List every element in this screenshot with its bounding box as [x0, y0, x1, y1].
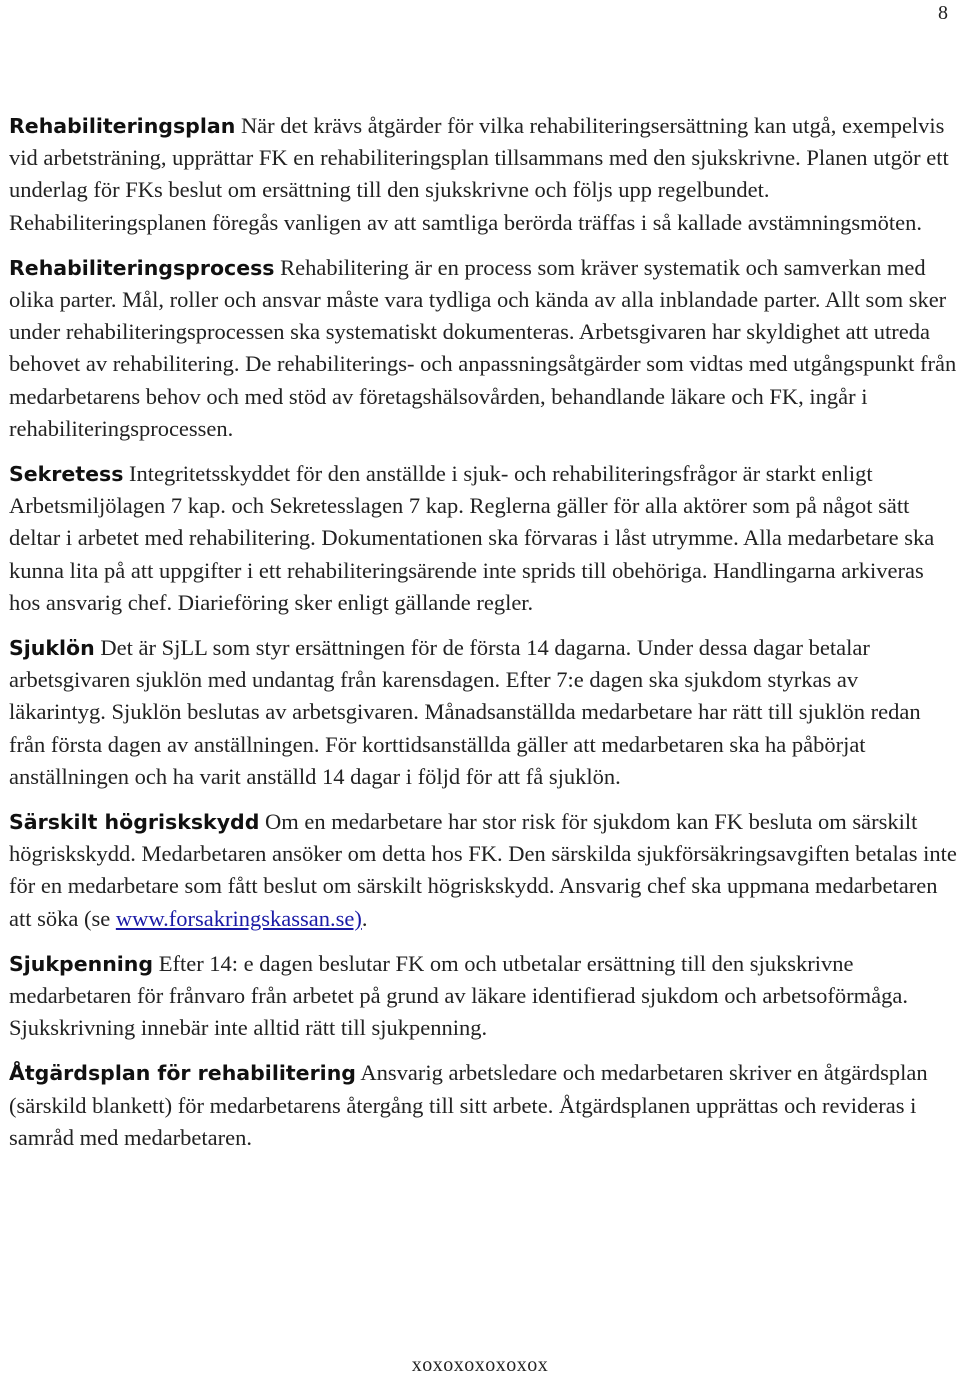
term-sarskilt-hogriskskydd: Särskilt högriskskydd [9, 810, 260, 835]
term-rehabiliteringsprocess: Rehabiliteringsprocess [9, 255, 275, 280]
glossary-body [9, 110, 957, 1154]
page-number: 8 [938, 2, 948, 24]
entry-rehabiliteringsprocess [9, 252, 957, 445]
forsakringskassan-link[interactable]: www.forsakringskassan.se) [115, 905, 362, 931]
definition-sekretess: Integritetsskyddet för den anställde i sjuk- och rehabiliteringsfrågor är starkt enligt Arbetsmiljölagen 7 kap. och Sekretesslagen 7 kap. Reglerna gäller för alla aktörer som på något sätt deltar i arbetet med rehabilitering. Dokumentationen ska förvaras i låst utrymme. Alla medarbetare ska kunna lita på att uppgifter i ett rehabiliteringsärende inte sprids till obehöriga. Handlingarna arkiveras hos ansvarig chef. Diarieföring sker enligt gällande regler. [9, 461, 935, 615]
page-footer: xoxoxoxoxoxox [411, 1354, 549, 1376]
definition-atgardsplan: Ansvarig arbetsledare och medarbetaren skriver en åtgärdsplan (särskild blankett) för medarbetarens återgång till sitt arbete. Åtgärdsplanen upprättas och revideras i samråd med medarbetaren. [9, 1060, 928, 1150]
entry-sekretess [9, 458, 957, 619]
term-sjuklon: Sjuklön [9, 636, 95, 661]
term-atgardsplan: Åtgärdsplan för rehabilitering [9, 1061, 356, 1086]
entry-sjuklon [9, 632, 957, 793]
entry-atgardsplan [9, 1057, 957, 1154]
definition-rehabiliteringsprocess: Rehabilitering är en process som kräver systematik och samverkan med olika parter. Mål, roller och ansvar måste vara tydliga och kända av alla inblandade parter. Allt som sker under rehabiliteringsprocessen ska systematiskt dokumenteras. Arbetsgivaren har skyldighet att utreda behovet av rehabilitering. De rehabiliterings- och anpassningsåtgärder som vidtas med utgångspunkt från medarbetarens behov och med stöd av företagshälsovården, behandlande läkare och FK, ingår i rehabiliteringsprocessen. [9, 254, 957, 441]
entry-sarskilt-hogriskskydd [9, 806, 957, 935]
entry-rehabiliteringsplan [9, 110, 957, 239]
definition-sjukpenning: Efter 14: e dagen beslutar FK om och utbetalar ersättning till den sjukskrivne medarbetaren för frånvaro från arbetet på grund av läkare identifierad sjukdom och arbetsoförmåga. Sjukskrivning innebär inte alltid rätt till sjukpenning. [9, 950, 908, 1041]
term-sekretess: Sekretess [9, 462, 124, 487]
term-rehabiliteringsplan: Rehabiliteringsplan [9, 114, 236, 138]
definition-sarskilt-hogriskskydd: Om en medarbetare har stor risk för sjukdom kan FK besluta om särskilt högriskskydd. Medarbetaren ansöker om detta hos FK. Den särskilda sjukförsäkringsavgiften betalas inte för en medarbetare som fått beslut om särskilt högriskskydd. Ansvarig chef ska uppmana medarbetaren att söka (se [9, 809, 957, 931]
entry-sjukpenning [9, 948, 957, 1045]
definition-sjuklon: Det är SjLL som styr ersättningen för de första 14 dagarna. Under dessa dagar betalar arbetsgivaren sjuklön med undantag från karensdagen. Efter 7:e dagen ska sjukdom styrkas av läkarintyg. Sjuklön beslutas av arbetsgivaren. Månadsanställda medarbetare har rätt till sjuklön redan från första dagen av anställningen. För korttidsanställda gäller att medarbetaren ska ha påbörjat anställningen och ha varit anställd 14 dagar i följd för att få sjuklön. [9, 635, 921, 789]
link-trailing-period: . [361, 905, 368, 931]
definition-rehabiliteringsplan: När det krävs åtgärder för vilka rehabiliteringsersättning kan utgå, exempelvis vid arbetsträning, upprättar FK en rehabiliteringsplan tillsammans med den sjukskrivne. Planen utgör ett underlag för FKs beslut om ersättning till den sjukskrivne och följs upp regelbundet. Rehabiliteringsplanen föregås vanligen av att samtliga berörda träffas i så kallade avstämningsmöten. [9, 113, 949, 235]
term-sjukpenning: Sjukpenning [9, 951, 154, 976]
